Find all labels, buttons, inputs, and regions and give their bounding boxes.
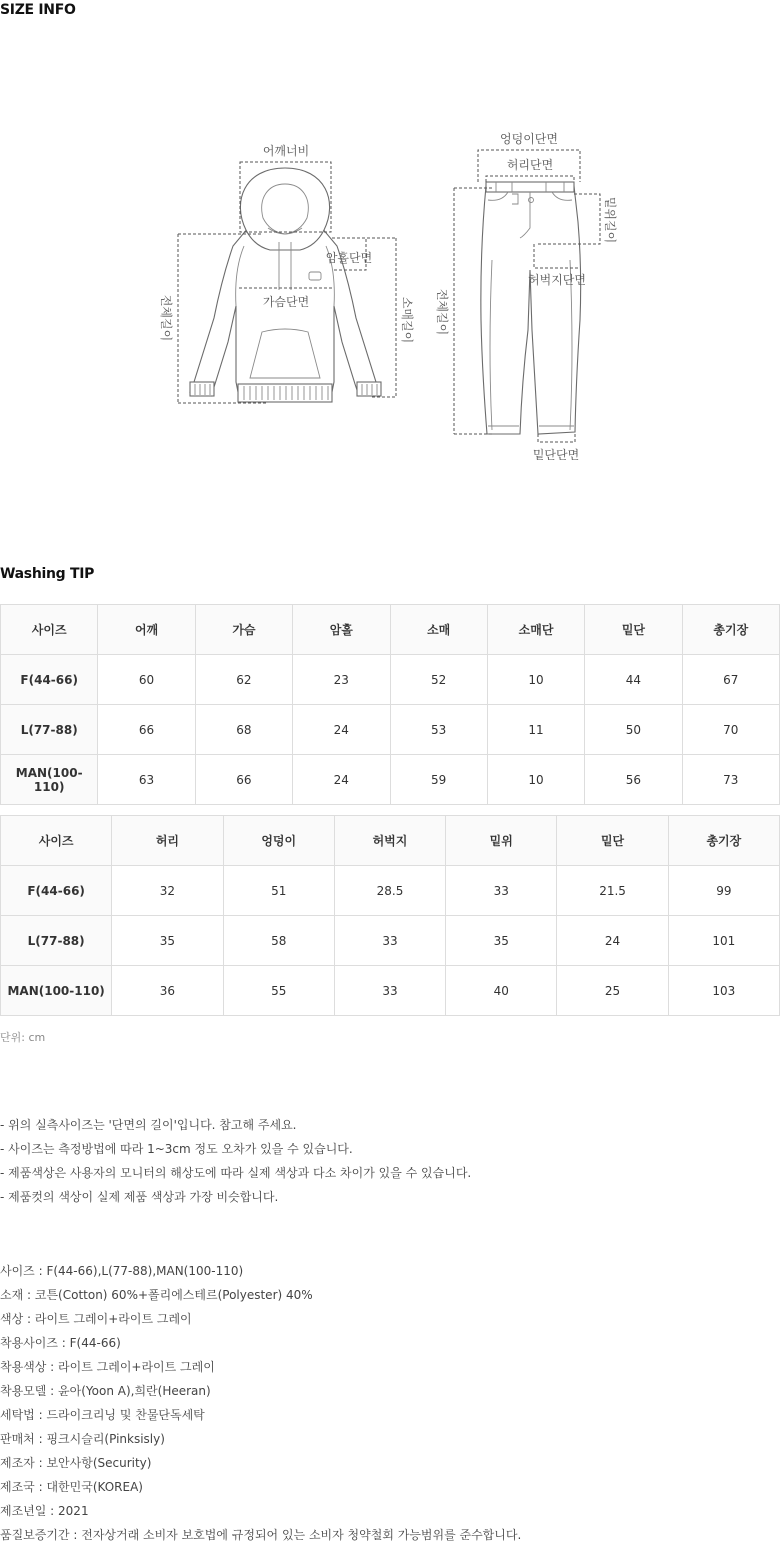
spec-item: 착용모델 : 윤아(Yoon A),희란(Heeran) (0, 1384, 211, 1398)
size-cell: F(44-66) (1, 866, 112, 916)
value-cell: 53 (390, 705, 487, 755)
size-cell: F(44-66) (1, 655, 98, 705)
value-cell: 32 (112, 866, 223, 916)
header-cell: 총기장 (682, 605, 779, 655)
header-cell: 사이즈 (1, 605, 98, 655)
value-cell: 36 (112, 966, 223, 1016)
value-cell: 52 (390, 655, 487, 705)
table-header-row (1, 605, 780, 655)
value-cell: 10 (487, 755, 584, 805)
label-thigh: 허벅지단면 (528, 273, 586, 287)
value-cell: 11 (487, 705, 584, 755)
header-cell: 밑단 (557, 816, 668, 866)
value-cell: 10 (487, 655, 584, 705)
value-cell: 99 (668, 866, 779, 916)
spec-item: 착용색상 : 라이트 그레이+라이트 그레이 (0, 1360, 215, 1374)
header-cell: 허리 (112, 816, 223, 866)
header-cell: 밑위 (446, 816, 557, 866)
table-row (1, 866, 780, 916)
value-cell: 28.5 (334, 866, 445, 916)
value-cell: 33 (334, 916, 445, 966)
header-cell: 밑단 (585, 605, 682, 655)
label-rise: 밑위길이 (603, 196, 617, 244)
label-pants-total-length: 전체길이 (435, 288, 449, 336)
note-item: - 위의 실측사이즈는 '단면의 길이'입니다. 참고해 주세요. (0, 1118, 297, 1132)
size-cell: L(77-88) (1, 705, 98, 755)
spec-item: 제조국 : 대한민국(KOREA) (0, 1480, 143, 1494)
label-hip: 엉덩이단면 (500, 132, 558, 146)
label-waist: 허리단면 (506, 158, 554, 172)
value-cell: 21.5 (557, 866, 668, 916)
top-size-table (0, 604, 780, 805)
note-item: - 제품색상은 사용자의 모니터의 해상도에 따라 실제 색상과 다소 차이가 있을 수 있습니다. (0, 1166, 472, 1180)
spec-item: 제조자 : 보안사항(Security) (0, 1456, 152, 1470)
value-cell: 68 (195, 705, 292, 755)
value-cell: 44 (585, 655, 682, 705)
washing-tip-title: Washing TIP (0, 566, 95, 582)
label-top-total-length: 전체길이 (159, 294, 173, 342)
spec-item: 판매처 : 핑크시슬리(Pinksisly) (0, 1432, 165, 1446)
size-cell: L(77-88) (1, 916, 112, 966)
table-row (1, 755, 780, 805)
size-cell: MAN(100-110) (1, 755, 98, 805)
value-cell: 66 (98, 705, 195, 755)
header-cell: 허벅지 (334, 816, 445, 866)
spec-item: 제조년일 : 2021 (0, 1504, 89, 1518)
label-armhole: 암홀단면 (325, 251, 373, 265)
value-cell: 70 (682, 705, 779, 755)
value-cell: 24 (293, 755, 390, 805)
header-cell: 총기장 (668, 816, 779, 866)
value-cell: 55 (223, 966, 334, 1016)
value-cell: 73 (682, 755, 779, 805)
value-cell: 58 (223, 916, 334, 966)
table-row (1, 916, 780, 966)
header-cell: 사이즈 (1, 816, 112, 866)
label-chest: 가슴단면 (262, 295, 310, 309)
table-row (1, 966, 780, 1016)
table-row (1, 655, 780, 705)
note-item: - 사이즈는 측정방법에 따라 1~3cm 정도 오차가 있을 수 있습니다. (0, 1142, 353, 1156)
spec-item: 사이즈 : F(44-66),L(77-88),MAN(100-110) (0, 1264, 244, 1278)
value-cell: 23 (293, 655, 390, 705)
product-spec-list (0, 1259, 521, 1547)
size-diagram (0, 120, 780, 470)
value-cell: 24 (557, 916, 668, 966)
label-hem: 밑단단면 (532, 448, 580, 462)
value-cell: 60 (98, 655, 195, 705)
table-row (1, 705, 780, 755)
spec-item: 색상 : 라이트 그레이+라이트 그레이 (0, 1312, 192, 1326)
value-cell: 40 (446, 966, 557, 1016)
size-cell: MAN(100-110) (1, 966, 112, 1016)
note-item: - 제품컷의 색상이 실제 제품 색상과 가장 비슷합니다. (0, 1190, 279, 1204)
label-sleeve-length: 소매길이 (400, 296, 414, 344)
value-cell: 33 (446, 866, 557, 916)
value-cell: 59 (390, 755, 487, 805)
label-shoulder-width: 어깨너비 (262, 144, 310, 158)
size-info-title: SIZE INFO (0, 2, 76, 18)
value-cell: 25 (557, 966, 668, 1016)
value-cell: 62 (195, 655, 292, 705)
pants-illustration (481, 182, 581, 434)
value-cell: 103 (668, 966, 779, 1016)
hoodie-illustration (190, 168, 381, 402)
header-cell: 어깨 (98, 605, 195, 655)
value-cell: 35 (446, 916, 557, 966)
table-header-row (1, 816, 780, 866)
notes-list (0, 1113, 471, 1209)
bottom-size-table (0, 815, 780, 1016)
value-cell: 63 (98, 755, 195, 805)
spec-item: 착용사이즈 : F(44-66) (0, 1336, 121, 1350)
spec-item: 세탁법 : 드라이크리닝 및 찬물단독세탁 (0, 1408, 205, 1422)
value-cell: 33 (334, 966, 445, 1016)
spec-item: 소재 : 코튼(Cotton) 60%+폴리에스테르(Polyester) 40% (0, 1288, 313, 1302)
value-cell: 67 (682, 655, 779, 705)
value-cell: 24 (293, 705, 390, 755)
value-cell: 101 (668, 916, 779, 966)
header-cell: 가슴 (195, 605, 292, 655)
header-cell: 엉덩이 (223, 816, 334, 866)
value-cell: 56 (585, 755, 682, 805)
value-cell: 35 (112, 916, 223, 966)
header-cell: 암홀 (293, 605, 390, 655)
header-cell: 소매 (390, 605, 487, 655)
spec-item: 품질보증기간 : 전자상거래 소비자 보호법에 규정되어 있는 소비자 청약철회 가능범위를 준수합니다. (0, 1528, 522, 1542)
value-cell: 66 (195, 755, 292, 805)
value-cell: 50 (585, 705, 682, 755)
unit-label: 단위: cm (0, 1031, 46, 1044)
value-cell: 51 (223, 866, 334, 916)
header-cell: 소매단 (487, 605, 584, 655)
